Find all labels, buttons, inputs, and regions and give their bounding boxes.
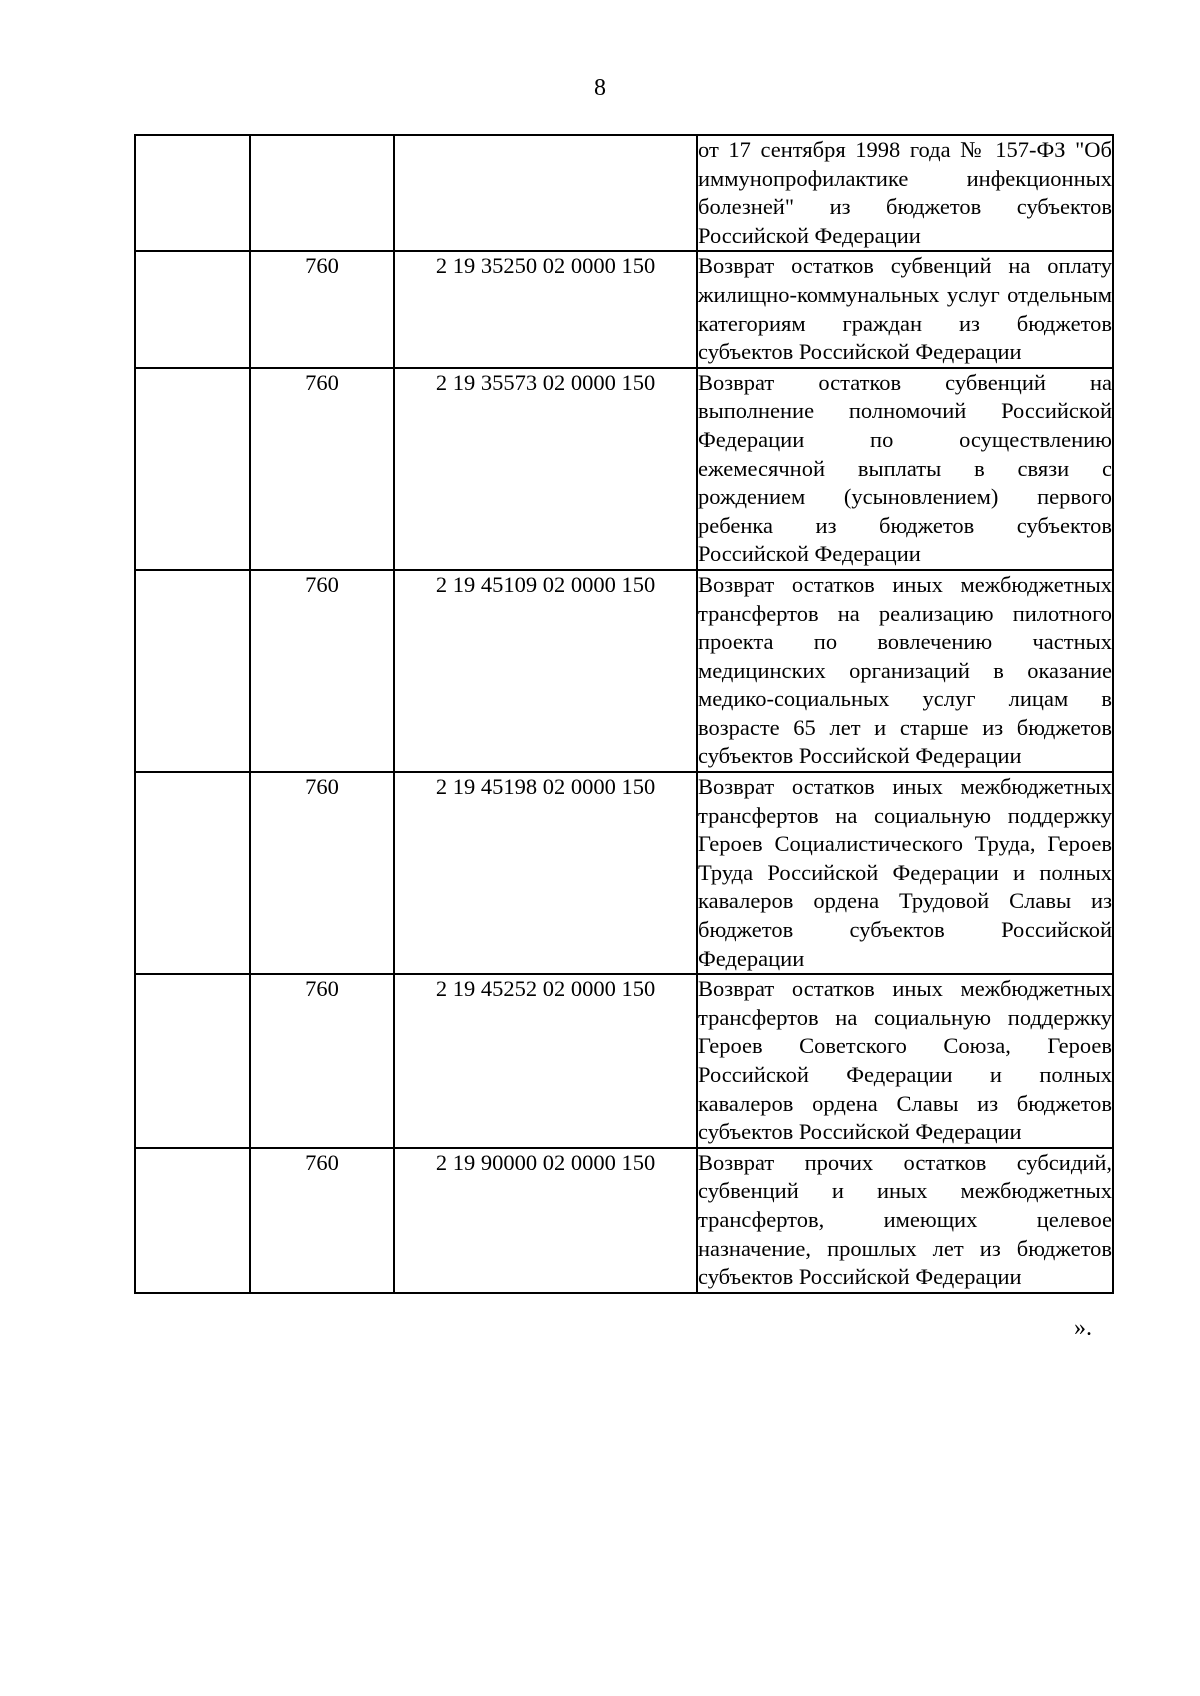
group-cell: [135, 368, 250, 570]
page-number: 8: [594, 75, 606, 101]
group-cell: [135, 570, 250, 772]
table-row: [135, 772, 1113, 974]
table-row: [135, 135, 1113, 251]
admin-code-cell: 760: [250, 570, 394, 772]
description-cell: Возврат прочих остатков субсидий, субвенций и иных межбюджетных трансфертов, имеющих целевое назначение, прошлых лет из бюджетов субъектов Российской Федерации: [697, 1148, 1113, 1293]
admin-code-cell: 760: [250, 974, 394, 1148]
budget-code-cell: 2 19 35573 02 0000 150: [394, 368, 697, 570]
budget-code-cell: 2 19 45198 02 0000 150: [394, 772, 697, 974]
admin-code-cell: 760: [250, 772, 394, 974]
table-row: [135, 1148, 1113, 1293]
budget-code-cell: 2 19 45252 02 0000 150: [394, 974, 697, 1148]
budget-code-cell: 2 19 90000 02 0000 150: [394, 1148, 697, 1293]
budget-code-cell: 2 19 45109 02 0000 150: [394, 570, 697, 772]
admin-code-cell: 760: [250, 368, 394, 570]
closing-quote: ».: [1074, 1315, 1092, 1341]
description-cell: Возврат остатков субвенций на оплату жилищно-коммунальных услуг отдельным категориям граждан из бюджетов субъектов Российской Федерации: [697, 251, 1113, 367]
group-cell: [135, 772, 250, 974]
description-cell: Возврат остатков иных межбюджетных трансфертов на реализацию пилотного проекта по вовлечению частных медицинских организаций в оказание медико-социальных услуг лицам в возрасте 65 лет и старше из бюджетов субъектов Российской Федерации: [697, 570, 1113, 772]
admin-code-cell: [250, 135, 394, 251]
table-row: [135, 974, 1113, 1148]
description-cell: от 17 сентября 1998 года № 157-ФЗ "Об иммунопрофилактике инфекционных болезней" из бюджетов субъектов Российской Федерации: [697, 135, 1113, 251]
description-cell: Возврат остатков иных межбюджетных трансфертов на социальную поддержку Героев Советского Союза, Героев Российской Федерации и полных кавалеров ордена Славы из бюджетов субъектов Российской Федерации: [697, 974, 1113, 1148]
table-row: [135, 251, 1113, 367]
budget-code-cell: [394, 135, 697, 251]
group-cell: [135, 135, 250, 251]
group-cell: [135, 974, 250, 1148]
admin-code-cell: 760: [250, 1148, 394, 1293]
description-cell: Возврат остатков субвенций на выполнение полномочий Российской Федерации по осуществлению ежемесячной выплаты в связи с рождением (усыновлением) первого ребенка из бюджетов субъектов Российской Федерации: [697, 368, 1113, 570]
budget-classification-table: [134, 134, 1114, 1294]
table-row: [135, 570, 1113, 772]
budget-code-cell: 2 19 35250 02 0000 150: [394, 251, 697, 367]
admin-code-cell: 760: [250, 251, 394, 367]
table-row: [135, 368, 1113, 570]
group-cell: [135, 1148, 250, 1293]
group-cell: [135, 251, 250, 367]
description-cell: Возврат остатков иных межбюджетных трансфертов на социальную поддержку Героев Социалистического Труда, Героев Труда Российской Федерации и полных кавалеров ордена Трудовой Славы из бюджетов субъектов Российской Федерации: [697, 772, 1113, 974]
